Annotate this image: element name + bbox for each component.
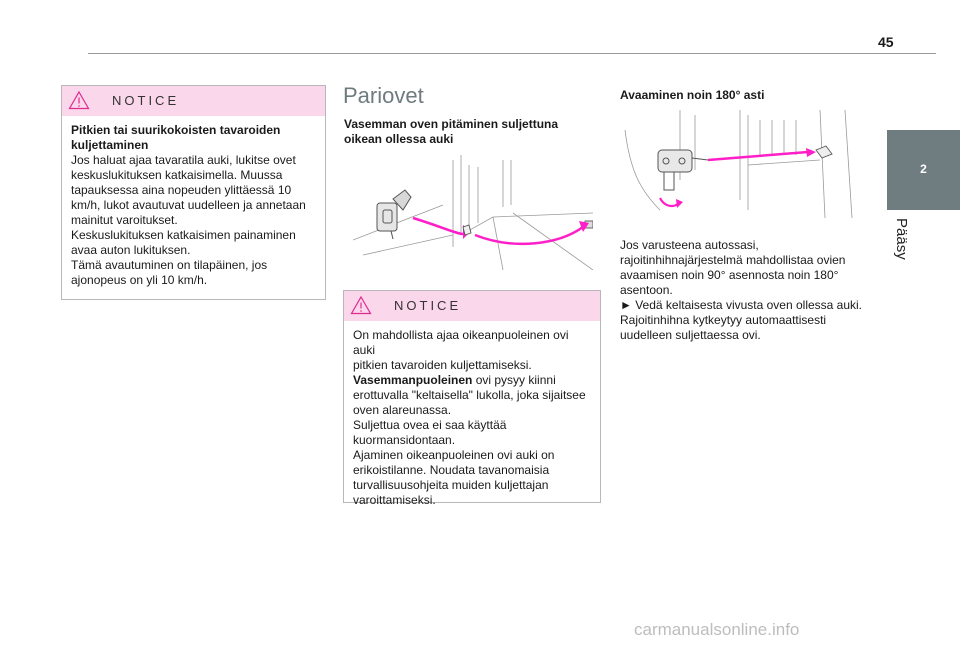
notice-body [62,116,325,288]
notice-line-mixed [353,373,591,388]
right-subtitle: Avaaminen noin 180° asti [620,88,765,102]
notice-line: Ajaminen oikeanpuoleinen ovi auki on [353,448,555,462]
door-strap-illustration [620,110,862,218]
notice-box-left [61,85,326,300]
notice-header [62,86,325,116]
notice-line: On mahdollista ajaa oikeanpuoleinen ovi auki [353,328,569,357]
notice-title: NOTICE [394,298,462,313]
body-line: Jos varusteena autossasi, [620,238,759,252]
notice-line: erikoistilanne. Noudata tavanomaisia [353,463,550,477]
warning-triangle-icon [350,295,372,315]
notice-header [344,291,600,321]
section-subtitle: Vasemman oven pitäminen suljettuna oikean ollessa auki [344,117,559,146]
body-line: asentoon. [620,283,673,297]
notice-line: Suljettua ovea ei saa käyttää [353,418,507,432]
body-line: rajoitinhihnajärjestelmä mahdollistaa ovien [620,253,846,267]
chapter-title-text: Pääsy [893,218,910,260]
notice-lead-rest: ovi pysyy kiinni [472,373,556,387]
watermark: carmanualsonline.info [634,620,800,639]
chapter-number: 2 [920,162,927,176]
chapter-title [892,218,912,278]
door-lock-illustration [353,155,593,270]
notice-box-middle [343,290,601,507]
notice-line: keskuslukituksen katkaisimella. Muussa [71,168,283,182]
notice-bold-lead: Vasemmanpuoleinen [353,373,473,387]
notice-line: tapauksessa aina nopeuden ylittäessä 10 [71,183,292,197]
right-body [620,238,882,343]
body-line: ► Vedä keltaisesta vivusta oven ollessa auki. [620,298,863,312]
notice-line: ajonopeus on yli 10 km/h. [71,273,208,287]
body-line: uudelleen suljettaessa ovi. [620,328,761,342]
notice-line: kuormansidontaan. [353,433,456,447]
notice-body [344,321,600,508]
body-line: Rajoitinhihna kytkeytyy automaattisesti [620,313,827,327]
chapter-tab[interactable] [887,130,960,210]
notice-title: NOTICE [112,93,180,108]
notice-line: Jos haluat ajaa tavaratila auki, lukitse ovet [71,153,296,167]
header-rule [88,53,936,54]
notice-line: mainitut varoitukset. [71,213,178,227]
section-title: Pariovet [343,83,424,108]
notice-heading: Pitkien tai suurikokoisten tavaroiden kuljettaminen [71,123,281,152]
notice-line: erottuvalla "keltaisella" lukolla, joka sijaitsee [353,388,586,402]
notice-line: avaa auton lukituksen. [71,243,191,257]
notice-line: pitkien tavaroiden kuljettamiseksi. [353,358,532,372]
notice-line: oven alareunassa. [353,403,452,417]
notice-line: Keskuslukituksen katkaisimen painaminen [71,228,296,242]
notice-line: turvallisuusohjeita muiden kuljettajan [353,478,549,492]
notice-line: varoittamiseksi. [353,493,436,507]
notice-line: Tämä avautuminen on tilapäinen, jos [71,258,268,272]
notice-line: km/h, lukot avautuvat uudelleen ja annetaan [71,198,306,212]
body-line: avaamisen noin 90° asennosta noin 180° [620,268,839,282]
page-number: 45 [878,34,894,50]
warning-triangle-icon [68,90,90,110]
